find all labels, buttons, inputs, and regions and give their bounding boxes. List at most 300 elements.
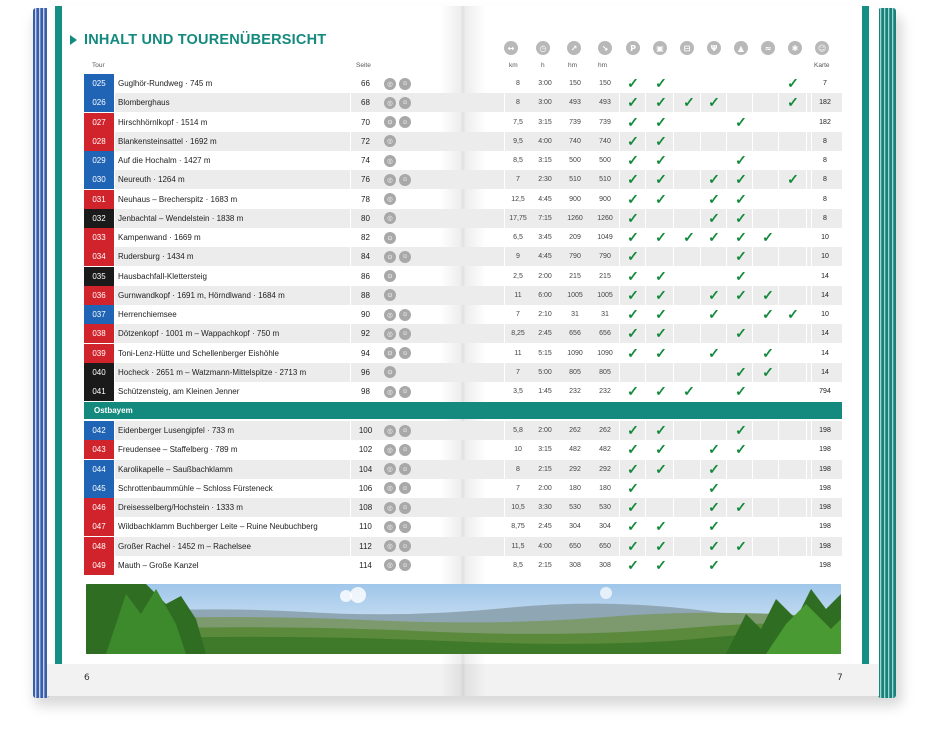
column-divider: [350, 151, 351, 170]
difficulty-icon: ⊙: [384, 251, 396, 263]
empty-cell: [756, 460, 780, 479]
family-icon: ☺: [399, 251, 411, 263]
column-divider: [619, 113, 620, 132]
table-row: [84, 517, 842, 536]
empty-cell: [781, 460, 805, 479]
column-divider: [645, 93, 646, 112]
column-divider: [673, 517, 674, 536]
column-divider: [619, 151, 620, 170]
column-divider: [806, 479, 807, 498]
check-icon: ✓: [708, 499, 720, 516]
table-row: [84, 190, 842, 209]
check-icon: ✓: [708, 286, 720, 303]
descent-icon: ↘: [598, 41, 612, 55]
check-icon: ✓: [627, 325, 639, 342]
tour-km: 17,75: [509, 214, 527, 222]
tour-type-icons: [384, 556, 424, 575]
column-header-karte: Karte: [814, 62, 830, 69]
empty-cell: [781, 267, 805, 286]
section-title: Ostbayem: [94, 406, 133, 415]
column-divider: [778, 113, 779, 132]
table-row: [84, 267, 842, 286]
column-divider: [645, 382, 646, 401]
column-divider: [504, 113, 505, 132]
table-row: [84, 151, 842, 170]
column-divider: [811, 209, 812, 228]
column-divider: [806, 305, 807, 324]
column-divider: [504, 267, 505, 286]
column-divider: [673, 170, 674, 189]
check-icon: ✓: [762, 229, 774, 246]
tour-descent: 1090: [597, 349, 613, 357]
column-divider: [114, 113, 115, 132]
column-divider: [114, 324, 115, 343]
check-icon: ✓: [627, 344, 639, 361]
column-divider: [752, 286, 753, 305]
title-arrow-icon: [70, 35, 77, 45]
restaurant-icon: Ψ: [707, 41, 721, 55]
tour-number: 034: [84, 247, 114, 266]
family-icon: ☺: [399, 540, 411, 552]
tour-number: 039: [84, 344, 114, 363]
column-divider: [504, 344, 505, 363]
column-divider: [504, 382, 505, 401]
empty-cell: [677, 74, 701, 93]
column-divider: [619, 556, 620, 575]
empty-cell: [781, 537, 805, 556]
column-divider: [673, 363, 674, 382]
check-icon: ✓: [708, 94, 720, 111]
tour-type-icons: [384, 286, 424, 305]
tour-page: 78: [350, 190, 380, 209]
empty-cell: [729, 93, 753, 112]
tour-hours: 3:00: [538, 99, 552, 107]
summit-icon: ▲: [734, 41, 748, 55]
empty-cell: [677, 170, 701, 189]
tour-hours: 4:45: [538, 253, 552, 261]
empty-cell: [756, 209, 780, 228]
column-divider: [114, 170, 115, 189]
column-header-hm-down: hm: [598, 62, 608, 69]
column-divider: [806, 209, 807, 228]
check-icon: ✓: [735, 422, 747, 439]
tour-map: 794: [819, 388, 831, 396]
tour-number: 049: [84, 556, 114, 575]
tour-map: 14: [821, 349, 829, 357]
tour-descent: 493: [599, 99, 611, 107]
column-divider: [673, 228, 674, 247]
tour-ascent: 650: [569, 542, 581, 550]
column-divider: [778, 209, 779, 228]
tour-number: 046: [84, 498, 114, 517]
column-divider: [806, 228, 807, 247]
tour-ascent: 1005: [567, 291, 583, 299]
tour-descent: 740: [599, 137, 611, 145]
check-icon: ✓: [708, 209, 720, 226]
column-divider: [806, 537, 807, 556]
check-icon: ✓: [655, 152, 667, 169]
column-divider: [504, 209, 505, 228]
column-divider: [806, 556, 807, 575]
tour-page: 104: [350, 460, 380, 479]
column-divider: [619, 305, 620, 324]
check-icon: ✓: [683, 94, 695, 111]
tour-page: 74: [350, 151, 380, 170]
tour-number: 048: [84, 537, 114, 556]
column-divider: [114, 228, 115, 247]
check-icon: ✓: [655, 229, 667, 246]
tour-page: 70: [350, 113, 380, 132]
column-divider: [806, 247, 807, 266]
column-divider: [752, 363, 753, 382]
column-divider: [504, 170, 505, 189]
empty-cell: [756, 324, 780, 343]
tour-km: 5,8: [513, 427, 523, 435]
check-icon: ✓: [683, 229, 695, 246]
check-icon: ✓: [627, 229, 639, 246]
tour-hours: 7:15: [538, 214, 552, 222]
tour-ascent: 209: [569, 234, 581, 242]
tour-name: Hirschhörnlkopf · 1514 m: [118, 117, 208, 127]
column-divider: [700, 190, 701, 209]
column-divider: [114, 209, 115, 228]
tour-page: 106: [350, 479, 380, 498]
column-divider: [752, 440, 753, 459]
check-icon: ✓: [655, 267, 667, 284]
tour-page: 110: [350, 517, 380, 536]
empty-cell: [702, 74, 726, 93]
tour-name: Wildbachklamm Buchberger Leite – Ruine Neubuchberg: [118, 522, 318, 532]
tour-descent: 180: [599, 484, 611, 492]
tour-type-icons: [384, 228, 424, 247]
table-row: [84, 132, 842, 151]
empty-cell: [677, 286, 701, 305]
column-divider: [645, 556, 646, 575]
tour-map: 10: [821, 311, 829, 319]
difficulty-icon: ◎: [384, 328, 396, 340]
check-icon: ✓: [762, 363, 774, 380]
difficulty-icon: ◎: [384, 155, 396, 167]
empty-cell: [702, 363, 726, 382]
tour-map: 182: [819, 99, 831, 107]
check-icon: ✓: [627, 190, 639, 207]
column-divider: [811, 247, 812, 266]
column-divider: [778, 132, 779, 151]
tour-km: 8,5: [513, 157, 523, 165]
column-divider: [504, 286, 505, 305]
tour-ascent: 739: [569, 118, 581, 126]
column-divider: [806, 267, 807, 286]
tour-name: Schrottenbaummühle – Schloss Fürsteneck: [118, 483, 273, 493]
check-icon: ✓: [787, 171, 799, 188]
column-divider: [806, 113, 807, 132]
empty-cell: [729, 344, 753, 363]
tour-descent: 500: [599, 157, 611, 165]
tour-km: 11: [514, 349, 522, 357]
column-divider: [778, 460, 779, 479]
column-divider: [619, 170, 620, 189]
column-divider: [504, 440, 505, 459]
column-divider: [811, 286, 812, 305]
tour-page: 72: [350, 132, 380, 151]
column-divider: [114, 537, 115, 556]
tour-number: 026: [84, 93, 114, 112]
tour-type-icons: [384, 247, 424, 266]
column-divider: [811, 324, 812, 343]
tour-name: Gurnwandkopf · 1691 m, Hörndlwand · 1684 m: [118, 290, 285, 300]
column-divider: [726, 537, 727, 556]
empty-cell: [756, 382, 780, 401]
empty-cell: [677, 113, 701, 132]
column-divider: [778, 170, 779, 189]
tour-map: 198: [819, 561, 831, 569]
column-divider: [673, 286, 674, 305]
column-divider: [619, 209, 620, 228]
column-divider: [778, 556, 779, 575]
column-divider: [350, 556, 351, 575]
column-divider: [811, 93, 812, 112]
empty-cell: [781, 344, 805, 363]
table-row: [84, 305, 842, 324]
empty-cell: [781, 247, 805, 266]
column-divider: [645, 498, 646, 517]
tour-number: 047: [84, 517, 114, 536]
column-divider: [673, 247, 674, 266]
column-divider: [350, 324, 351, 343]
column-divider: [778, 421, 779, 440]
empty-cell: [756, 190, 780, 209]
empty-cell: [756, 421, 780, 440]
tour-map: 7: [823, 80, 827, 88]
empty-cell: [756, 74, 780, 93]
column-divider: [504, 460, 505, 479]
family-icon: ☺: [399, 347, 411, 359]
column-divider: [645, 132, 646, 151]
tour-ascent: 215: [569, 272, 581, 280]
check-icon: ✓: [735, 383, 747, 400]
empty-cell: [702, 247, 726, 266]
check-icon: ✓: [735, 152, 747, 169]
column-divider: [752, 324, 753, 343]
tour-name: Rudersburg · 1434 m: [118, 252, 194, 262]
column-divider: [504, 556, 505, 575]
column-divider: [700, 209, 701, 228]
column-divider: [673, 267, 674, 286]
check-icon: ✓: [627, 94, 639, 111]
tour-ascent: 482: [569, 446, 581, 454]
column-divider: [806, 286, 807, 305]
column-divider: [752, 74, 753, 93]
empty-cell: [729, 479, 753, 498]
table-row: [84, 113, 842, 132]
tour-hours: 3:30: [538, 504, 552, 512]
column-divider: [619, 498, 620, 517]
check-icon: ✓: [627, 460, 639, 477]
column-divider: [726, 556, 727, 575]
difficulty-icon: ◎: [384, 135, 396, 147]
tour-page: 112: [350, 537, 380, 556]
column-divider: [619, 190, 620, 209]
tour-descent: 1049: [597, 234, 613, 242]
column-divider: [726, 324, 727, 343]
tour-number: 035: [84, 267, 114, 286]
table-row: [84, 286, 842, 305]
column-divider: [726, 132, 727, 151]
empty-cell: [781, 209, 805, 228]
tour-page: 100: [350, 421, 380, 440]
table-row: [84, 247, 842, 266]
column-divider: [504, 305, 505, 324]
column-divider: [114, 190, 115, 209]
time-icon: ◷: [536, 41, 550, 55]
page-number-left: 6: [84, 673, 90, 683]
check-icon: ✓: [627, 556, 639, 573]
family-icon: ☺: [399, 116, 411, 128]
check-icon: ✓: [627, 499, 639, 516]
column-divider: [673, 324, 674, 343]
column-divider: [752, 344, 753, 363]
landscape-illustration: [86, 584, 841, 654]
tour-hours: 2:00: [538, 427, 552, 435]
check-icon: ✓: [708, 306, 720, 323]
empty-cell: [677, 209, 701, 228]
check-icon: ✓: [627, 209, 639, 226]
check-icon: ✓: [655, 171, 667, 188]
difficulty-icon: ◎: [384, 193, 396, 205]
tour-map: 14: [821, 330, 829, 338]
column-divider: [504, 537, 505, 556]
difficulty-icon: ◎: [384, 463, 396, 475]
tour-hours: 3:15: [538, 157, 552, 165]
tour-map: 198: [819, 484, 831, 492]
empty-cell: [756, 113, 780, 132]
check-icon: ✓: [708, 479, 720, 496]
column-divider: [619, 382, 620, 401]
column-divider: [673, 421, 674, 440]
check-icon: ✓: [627, 132, 639, 149]
empty-cell: [702, 113, 726, 132]
tour-type-icons: [384, 132, 424, 151]
column-divider: [811, 132, 812, 151]
column-divider: [700, 517, 701, 536]
tour-name: Blankensteinsattel · 1692 m: [118, 136, 217, 146]
difficulty-icon: ◎: [384, 78, 396, 90]
tour-ascent: 530: [569, 504, 581, 512]
tour-page: 114: [350, 556, 380, 575]
tour-hours: 3:00: [538, 80, 552, 88]
column-divider: [673, 537, 674, 556]
column-divider: [114, 305, 115, 324]
column-divider: [619, 228, 620, 247]
table-row: [84, 93, 842, 112]
column-divider: [811, 151, 812, 170]
tour-ascent: 1260: [567, 214, 583, 222]
tour-name: Dötzenkopf · 1001 m – Wappachkopf · 750 m: [118, 329, 280, 339]
empty-cell: [756, 93, 780, 112]
empty-cell: [677, 190, 701, 209]
empty-cell: [677, 363, 701, 382]
column-divider: [645, 151, 646, 170]
column-divider: [350, 286, 351, 305]
tour-km: 10: [514, 446, 522, 454]
empty-cell: [781, 479, 805, 498]
tour-type-icons: [384, 537, 424, 556]
column-divider: [619, 93, 620, 112]
column-divider: [700, 113, 701, 132]
tour-type-icons: [384, 113, 424, 132]
check-icon: ✓: [735, 190, 747, 207]
column-divider: [619, 344, 620, 363]
column-divider: [645, 305, 646, 324]
tour-ascent: 232: [569, 388, 581, 396]
column-divider: [673, 344, 674, 363]
tour-km: 7: [516, 176, 520, 184]
bus-icon: ▣: [653, 41, 667, 55]
column-divider: [778, 267, 779, 286]
column-divider: [811, 344, 812, 363]
difficulty-icon: ◎: [384, 425, 396, 437]
empty-cell: [677, 267, 701, 286]
tour-km: 8,5: [513, 561, 523, 569]
tour-descent: 650: [599, 542, 611, 550]
tour-hours: 2:30: [538, 176, 552, 184]
tour-hours: 4:00: [538, 542, 552, 550]
column-divider: [806, 170, 807, 189]
column-divider: [504, 93, 505, 112]
column-divider: [700, 151, 701, 170]
empty-cell: [729, 305, 753, 324]
check-icon: ✓: [655, 441, 667, 458]
tour-ascent: 1090: [567, 349, 583, 357]
distance-icon: ↔: [504, 41, 518, 55]
check-icon: ✓: [627, 171, 639, 188]
check-icon: ✓: [655, 94, 667, 111]
empty-cell: [781, 113, 805, 132]
empty-cell: [781, 363, 805, 382]
check-icon: ✓: [655, 286, 667, 303]
table-row: [84, 170, 842, 189]
column-divider: [114, 460, 115, 479]
tour-descent: 150: [599, 80, 611, 88]
column-divider: [350, 498, 351, 517]
check-icon: ✓: [735, 537, 747, 554]
check-icon: ✓: [735, 363, 747, 380]
family-icon: ☺: [399, 78, 411, 90]
column-divider: [645, 267, 646, 286]
column-divider: [700, 440, 701, 459]
column-divider: [700, 74, 701, 93]
column-divider: [700, 363, 701, 382]
empty-cell: [729, 556, 753, 575]
tour-hours: 2:45: [538, 523, 552, 531]
empty-cell: [649, 479, 673, 498]
tour-number: 040: [84, 363, 114, 382]
column-divider: [811, 498, 812, 517]
tour-name: Toni-Lenz-Hütte und Schellenberger Eishöhle: [118, 348, 279, 358]
tour-number: 029: [84, 151, 114, 170]
check-icon: ✓: [735, 209, 747, 226]
check-icon: ✓: [655, 460, 667, 477]
tour-map: 14: [821, 368, 829, 376]
empty-cell: [677, 132, 701, 151]
column-divider: [619, 286, 620, 305]
empty-cell: [677, 305, 701, 324]
tour-km: 7: [516, 368, 520, 376]
tour-name: Jenbachtal – Wendelstein · 1838 m: [118, 213, 244, 223]
column-divider: [350, 267, 351, 286]
tour-km: 11,5: [511, 542, 525, 550]
empty-cell: [677, 440, 701, 459]
